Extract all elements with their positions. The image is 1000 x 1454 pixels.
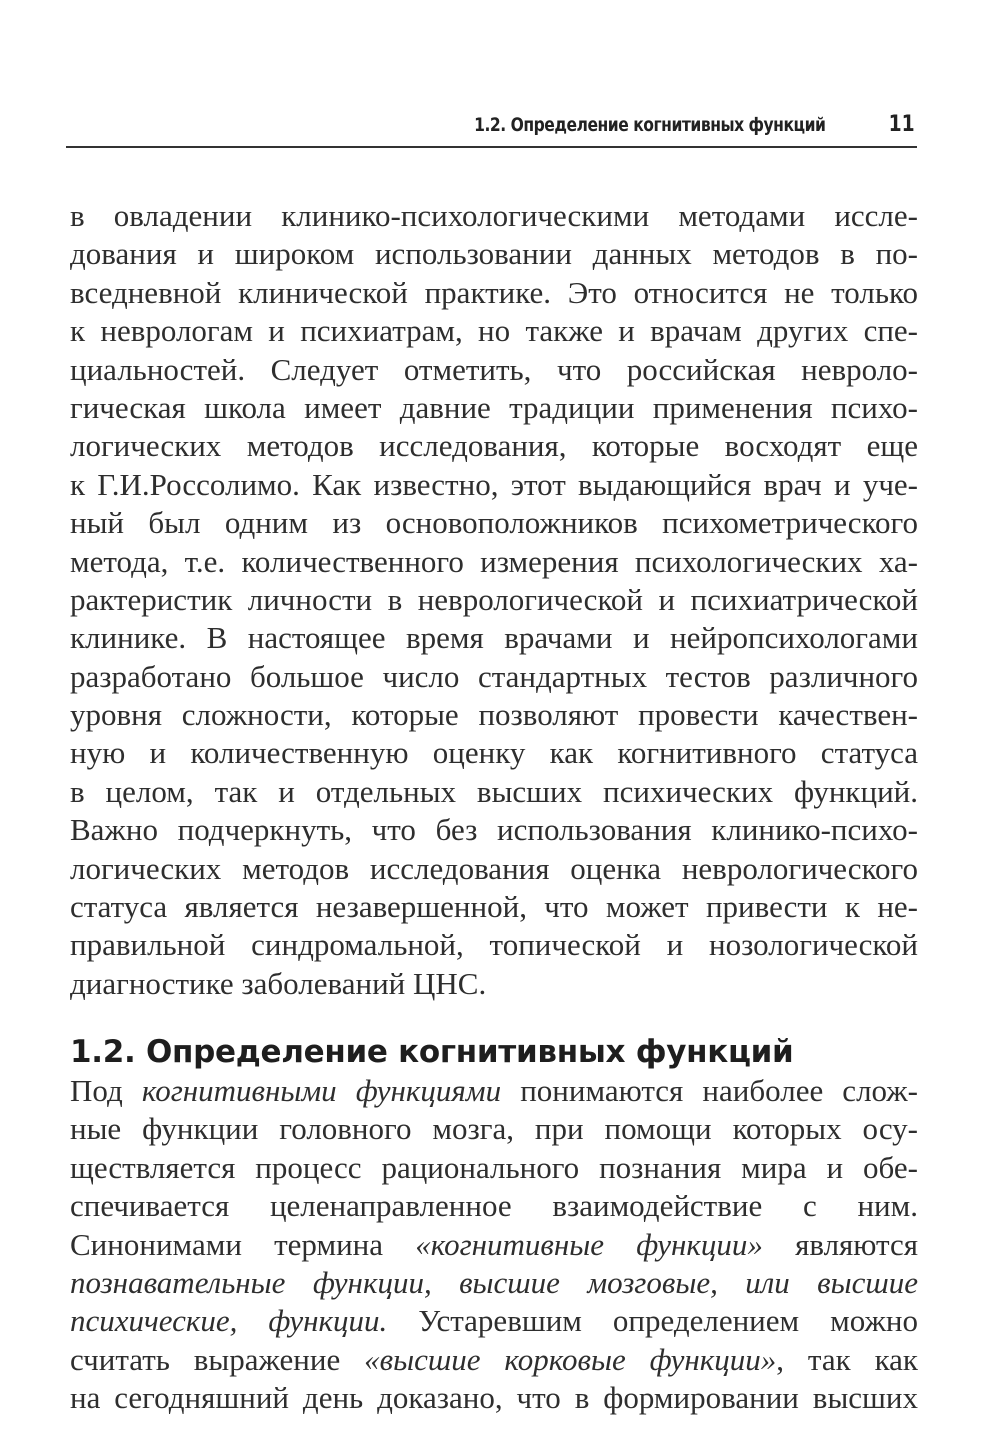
text-line: диагностике заболеваний ЦНС. <box>70 965 487 1001</box>
italic-term: познавательные функции, высшие мозговые, или высшие <box>70 1264 918 1300</box>
text-line: Важно подчеркнуть, что без использования клинико-психо- <box>70 812 918 848</box>
text-run: , так как <box>776 1341 918 1377</box>
text-line: метода, т.е. количественного измерения психологических ха- <box>70 543 918 579</box>
text-run: Синонимами термина <box>70 1226 416 1262</box>
text-line: ную и количественную оценку как когнитивного статуса <box>70 735 918 771</box>
text-run: Устаревшим определением можно <box>387 1303 918 1339</box>
running-header-title: 1.2. Определение когнитивных функций <box>473 114 825 136</box>
text-run: Под <box>70 1073 142 1108</box>
text-line: статуса является незавершенной, что может привести к не- <box>70 889 918 925</box>
paragraph-intro <box>70 197 918 1003</box>
text-line: дования и широком использовании данных методов в по- <box>70 236 918 272</box>
text-line: к Г.И.Россолимо. Как известно, этот выдающийся врач и уче- <box>70 466 918 502</box>
text-line: на сегодняшний день доказано, что в формировании высших <box>70 1380 918 1416</box>
text-line: к неврологам и психиатрам, но также и врачам других спе- <box>70 313 918 349</box>
text-run: считать выражение <box>70 1341 365 1377</box>
text-line: ные функции головного мозга, при помощи которых осу- <box>70 1111 918 1147</box>
text-line: ный был одним из основоположников психометрического <box>70 505 918 541</box>
text-line: вседневной клинической практике. Это относится не только <box>70 274 918 310</box>
text-line: ществляется процесс рационального познания мира и обе- <box>70 1149 918 1185</box>
text-run: понимаются наиболее слож- <box>501 1073 919 1108</box>
paragraph-definition <box>70 1072 918 1418</box>
page-number: 11 <box>888 112 915 137</box>
running-header <box>66 108 917 148</box>
text-line: логических методов исследования, которые восходят еще <box>70 428 918 464</box>
text-line: рактеристик личности в неврологической и психиатрической <box>70 581 918 617</box>
text-line: циальностей. Следует отметить, что российская невроло- <box>70 351 918 387</box>
text-line: гическая школа имеет давние традиции применения психо- <box>70 389 918 425</box>
section-heading: 1.2. Определение когнитивных функций <box>70 1034 794 1070</box>
text-line: в целом, так и отдельных высших психических функций. <box>70 773 918 809</box>
text-line: в овладении клинико-психологическими методами иссле- <box>70 198 918 233</box>
text-line <box>70 1072 918 1110</box>
text-line: правильной синдромальной, топической и нозологической <box>70 927 918 963</box>
text-line: разработано большое число стандартных тестов различного <box>70 658 918 694</box>
italic-term: «высшие корковые функции» <box>364 1341 777 1377</box>
text-line <box>70 1226 918 1264</box>
text-line: логических методов исследования оценка неврологического <box>70 850 918 886</box>
text-line: уровня сложности, которые позволяют провести качествен- <box>70 697 918 733</box>
italic-term: когнитивными функциями <box>141 1073 502 1108</box>
text-line <box>70 1264 918 1302</box>
text-line: спечивается целенаправленное взаимодействие с ним. <box>70 1188 918 1224</box>
italic-term: «когнитивные функции» <box>415 1226 763 1262</box>
italic-term: психические, функции. <box>70 1303 388 1339</box>
text-line <box>70 1341 918 1379</box>
text-line <box>70 1302 918 1340</box>
text-line: клинике. В настоящее время врачами и нейропсихологами <box>70 620 918 656</box>
text-run: являются <box>762 1226 918 1262</box>
